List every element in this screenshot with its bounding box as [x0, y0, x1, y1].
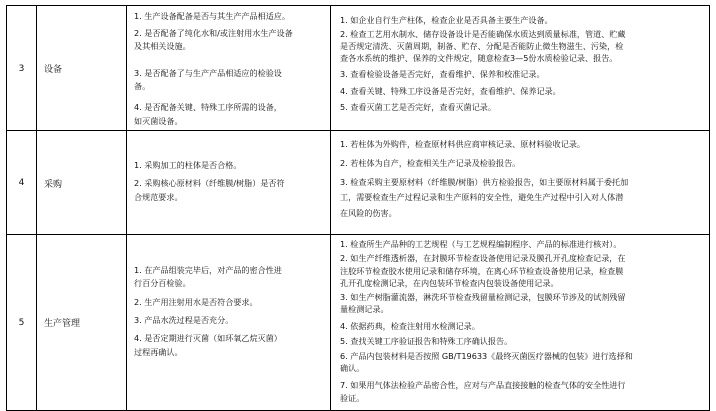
question-line: 3. 是否配备了与生产产品相适应的检验设	[134, 68, 282, 78]
method-cell	[330, 131, 710, 235]
question-line: 行百分百检验。	[134, 278, 191, 288]
method-line: 孔开孔度检测记录，在内包装环节检查内包装设备使用记录。	[340, 278, 559, 288]
table-row	[6, 234, 710, 411]
question-line: 4. 是否定期进行灭菌（如环氧乙烷灭菌）	[134, 333, 282, 343]
question-cell	[126, 6, 330, 131]
question-line: 过程再确认。	[134, 347, 183, 357]
method-line: 注胶环节检查胶水使用记录和储存环境，在离心环节检查设备使用记录，检查膜	[340, 266, 624, 276]
table-row	[6, 130, 710, 235]
question-line: 3. 产品水洗过程是否充分。	[134, 315, 234, 325]
row-number: 3	[6, 6, 36, 131]
question-line: 1. 在产品组装完毕后，对产品的密合性进	[134, 265, 282, 275]
method-line: 工，需要检查生产过程记录和生产原料的安全性，避免生产过程中引入对人体潜	[340, 192, 624, 202]
method-line: 3. 如生产树脂灌流器，淋洗环节检查残留量检测记录，包膜环节涉及的试剂残留	[340, 292, 626, 302]
method-line: 1. 如企业自行生产柱体，检查企业是否具备主要生产设备。	[340, 15, 553, 25]
question-line: 4. 是否配备关键、特殊工序所需的设备，	[134, 102, 282, 112]
question-line: 2. 采购核心原材料（纤维膜/树脂）是否符	[134, 178, 285, 188]
method-line: 7. 如果用气体法检验产品密合性，应对与产品直接接触的检查气体的安全性进行	[340, 380, 626, 390]
question-cell	[126, 235, 330, 410]
method-line: 2. 若柱体为自产，检查相关生产记录及检验报告。	[340, 158, 521, 168]
row-number: 4	[6, 131, 36, 235]
table-row	[6, 5, 710, 131]
method-cell	[330, 235, 710, 410]
method-line: 量检测记录。	[340, 304, 389, 314]
method-line: 1. 检查所生产品种的工艺规程（与工艺规程编制程序、产品的标准进行核对）。	[340, 239, 622, 249]
question-line: 及其相关设施。	[134, 41, 191, 51]
method-line: 验证。	[340, 393, 365, 403]
method-line: 5. 查看灭菌工艺是否完好，查看灭菌记录。	[340, 102, 496, 112]
row-number: 5	[6, 235, 36, 410]
item-name: 设备	[36, 6, 126, 131]
item-name: 采购	[36, 131, 126, 235]
method-line: 5. 查找关键工序验证报告和特殊工序确认报告。	[340, 336, 513, 346]
question-line: 2. 生产用注射用水是否符合要求。	[134, 297, 258, 307]
method-line: 6. 产品内包装材料是否按照 GB/T19633《最终灭菌医疗器械的包装》进行选择和	[340, 351, 633, 361]
question-cell	[126, 131, 330, 235]
method-line: 3. 检查采购主要原材料（纤维膜/树脂）供方检验报告，如主要原材料属于委托加	[340, 177, 629, 187]
question-line: 1. 生产设备配备是否与其生产产品相适应。	[134, 11, 290, 21]
method-line: 3. 查看检验设备是否完好，查看维护、保养和校准记录。	[340, 69, 545, 79]
question-line: 1. 采购加工的柱体是否合格。	[134, 160, 242, 170]
method-line: 4. 查看关键、特殊工序设备是否完好，查看维护、保养记录。	[340, 86, 561, 96]
question-line: 2. 是否配备了纯化水和/或注射用水生产设备	[134, 28, 293, 38]
method-line: 在风险的伤害。	[340, 208, 397, 218]
method-line: 查各水系统的维护、保养的文件规定，随意检查3—5份水质检验记录、报告。	[340, 53, 618, 63]
item-name: 生产管理	[36, 235, 126, 410]
method-line: 是否规定清洗、灭菌周期，制备、贮存、分配是否能防止微生物滋生、污染，检	[340, 41, 624, 51]
method-line: 4. 依据药典，检查注射用水检测记录。	[340, 321, 480, 331]
question-line: 如灭菌设备。	[134, 116, 183, 126]
method-line: 2. 如生产纤维透析器，在封膜环节检查设备使用记录及膜孔开孔度检查记录，在	[340, 253, 626, 263]
method-cell	[330, 6, 710, 131]
question-line: 合规范要求。	[134, 192, 183, 202]
question-line: 备。	[134, 81, 151, 91]
method-line: 确认。	[340, 363, 365, 373]
method-line: 1. 若柱体为外购件，检查原材料供应商审核记录、原材料验收记录。	[340, 139, 586, 149]
method-line: 2. 检查工艺用水制水、储存设备设计是否能确保水质达到质量标准，管道、贮藏	[340, 29, 626, 39]
